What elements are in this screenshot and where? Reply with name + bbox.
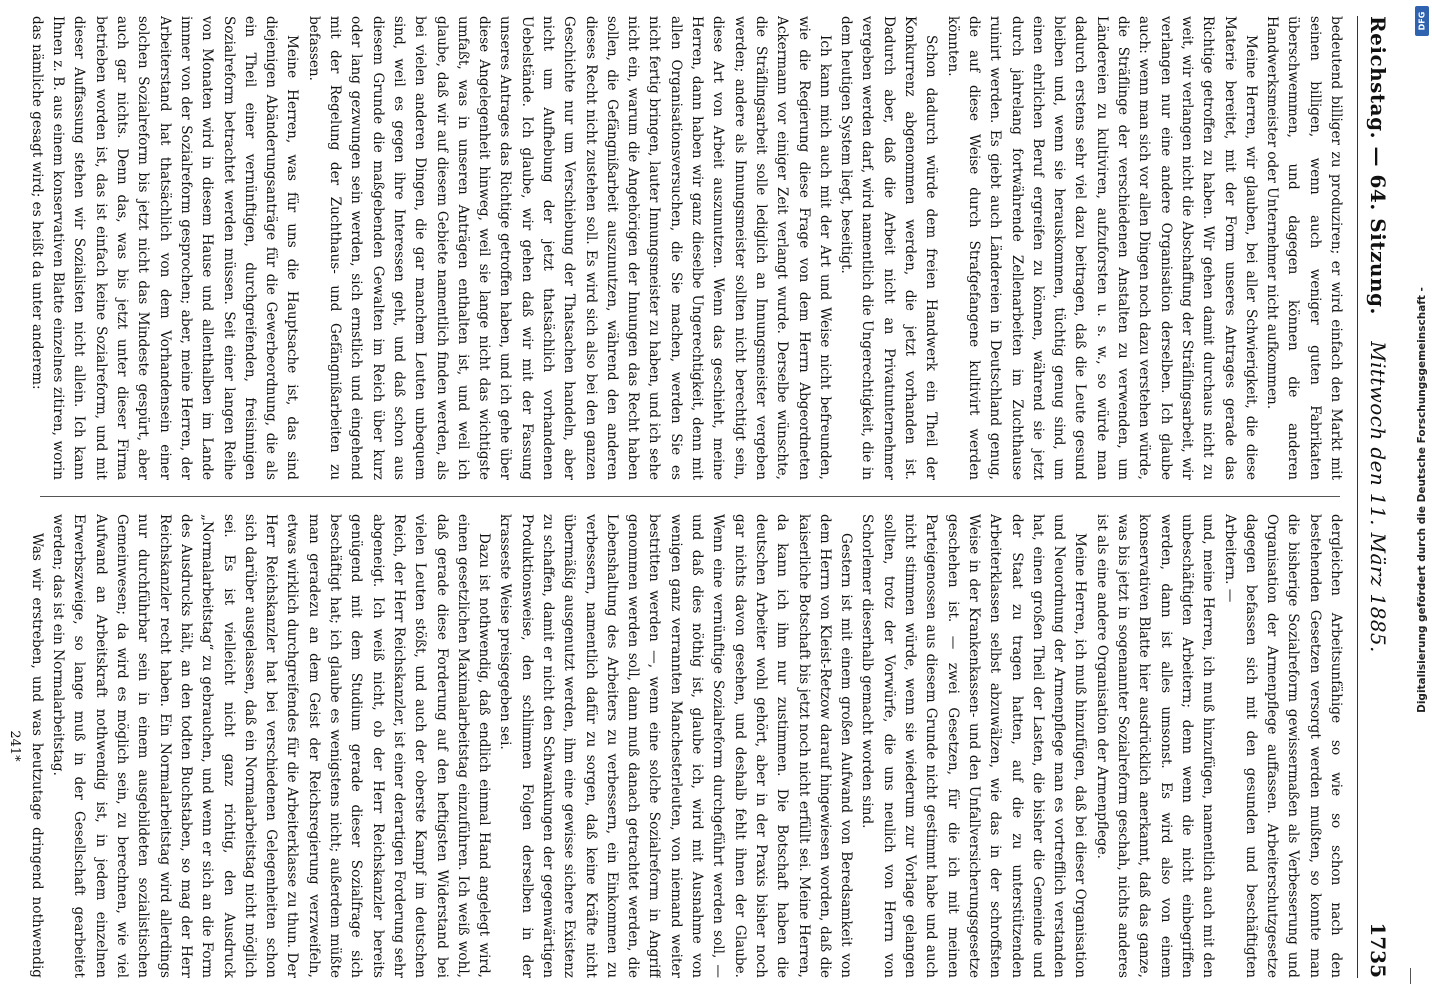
left-column: [26, 16, 1346, 480]
session-date: Mittwoch den 11. März 1885.: [1366, 341, 1390, 653]
column-divider: [40, 496, 1340, 497]
header-rule: [1357, 16, 1358, 978]
margin-credit: Digitalisierung gefördert durch die Deutsche Forschungsgemeinschaft -: [1416, 287, 1428, 713]
paragraph: Gestern ist mit einem großen Aufwand von Beredsamkeit von dem Herrn von Kleist-Retzow darauf hingewiesen worden, daß die kaiserliche Botschaft bis jetzt noch nicht erfüllt sei. Meine Herren, da kann ich ihm nur zustimmen. Die Botschaft haben die deutschen Arbeiter wohl gehört, aber in der Praxis bisher noch gar nichts davon gesehen, und deshalb fehlt ihnen der Glaube. Wenn eine vernünftige Sozialreform durchgeführt werden soll, — und daß dies nöthig ist, glaube ich, wird mit Ausnahme von wenigen ganz verrannten Manchesterleuten, von niemand weiter bestritten werden —, wenn eine solche Sozialreform in Angriff genommen werden soll, dann muß danach getrachtet werden, die Lebenshaltung des Arbeiters zu verbessern, ein Einkommen zu verbessern, namentlich dafür zu sorgen, daß keine Kräfte nicht übermäßig ausgenutzt werden, ihm eine gewisse sichere Existenz zu schaffen, damit er nicht den Schwankungen der gegenwärtigen Produktionsweise, den schlimmen Folgen derselben in der krasseste Weise preisgegeben sei.: [497, 514, 855, 978]
session-title: Reichstag. — 64. Sitzung.: [1366, 16, 1390, 315]
paragraph: Dazu ist nothwendig, daß endlich einmal Hand angelegt wird, einen gesetzlichen Maximalarbeitstag einzuführen. Ich weiß wohl, daß gerade diese Forderung auf den heftigsten Widerstand bei vielen Leuten stößt, und auch der oberste Kampf im deutschen Reich, der Herr Reichskanzler, ist einer derartigen Forderung sehr abgeneigt. Ich weiß nicht, ob der Herr Reichskanzler bereits genügend mit dem Studium gerade dieser Sozialfrage sich beschäftigt hat; ich glaube es wenigstens nicht; außerdem müßte man geradezu an dem Geist der Reichsregierung verzweifeln, etwas wirklich durchgreifendes für die Arbeiterklasse zu thun. Der Herr Reichskanzler hat bei verschiedenen Gelegenheiten schon sich darüber ausgelassen, daß ein Normalarbeitstag nicht möglich sei. Es ist vielleicht nicht ganz richtig, den Ausdruck „Normalarbeitstag“ zu gebrauchen, und wenn er sich an die Form des Ausdrucks hält, an den todten Buchstaben, so mag der Herr Reichskanzler recht haben. Ein Normalarbeitstag wird allerdings nur durchführbar sein in einem ausgebildeten sozialistischen Gemeinwesen; da wird es möglich sein, zu berechnen, wie viel Aufwand an Arbeitskraft nothwendig ist, in jedem einzelnen Erwerbszweige, so lange muß in der Gesellschaft gearbeitet werden; das ist ein Normalarbeitstag.: [50, 514, 493, 978]
margin-tick: [1410, 968, 1411, 984]
paragraph: Meine Herren, wir glauben, bei aller Schwierigkeit, die diese Materie bereitet, mit der Form unseres Antrages gerade das Richtige getroffen zu haben. Wir gehen damit durchaus nicht zu weit, wir verlangen nicht die Abschaffung der Sträflingsarbeit, wir verlangen nur eine andere Organisation derselben. Ich glaube auch: wenn man sich vor allen Dingen noch dazu verstehen würde, die Sträflinge der verschiedenen Anstalten zu verwenden, um Ländereien zu kultiviren, aufzuforsten u. s. w., so würde man dadurch erstens sehr viel dazu beitragen, daß die Leute gesund bleiben und, wenn sie herauskommen, tüchtig genug sind, um einen ehrlichen Beruf ergreifen zu können, während sie jetzt durch jahrelang fortwährende Zellenarbeiten im Zuchthause ruinirt werden. Es giebt auch Ländereien in Deutschland genug, die auf diese Weise durch Strafgefangene kultivirt werden könnten.: [944, 16, 1259, 480]
paragraph: bedeutend billiger zu produziren; er wird einfach den Markt mit seinen billigen, wenn auch weniger guten Fabrikaten überschwemmen, und dagegen können die anderen Handwerksmeister oder Unternehmer nicht aufkommen.: [1264, 16, 1344, 480]
paragraph: Ich kann mich auch mit der Art und Weise nicht befreunden, wie die Regierung diese Frage von dem Herrn Abgeordneten Ackermann vor einiger Zeit verlangt wurde. Derselbe wünschte, die Sträflingsarbeit solle lediglich an Innungsmeister vergeben werden; andere als Innungsmeister sollten nicht berechtigt sein, diese Art von Arbeit auszunutzen. Wenn das geschieht, meine Herren, dann haben wir ganz dieselbe Ungerechtigkeit, denn mit allen Organisationsversuchen, die Sie machen, werden Sie es nicht fertig bringen, lauter Innungsmeister zu haben, und ich sehe nicht ein, warum die Angehörigen der Innungen das Recht haben sollen, die Gefängnißarbeit auszunutzen, während den anderen dieses Recht nicht zustehen soll. Es wird sich also bei den ganzen Geschichte nur um Verschiebung der Thatsachen handeln, aber nicht um Aufhebung der jetzt thatsächlich vorhandenen Uebelstände. Ich glaube, wir gehen daß wir mit der Fassung unseres Antrages das Richtige getroffen haben, und ich gehe über diese Angelegenheit hinweg, weil sie lange nicht das wichtigste umfaßt, was in unseren Anträgen enthalten ist, und weil ich glaube, daß wir auf diesem Gebiete namentlich finden werden, als bei vielen anderen Dingen, die gar manchem Leuten unbequem sind, weil es gegen ihre Interessen geht, und daß schon aus diesem Grunde die maßgebenden Gewalten im Reich über kurz oder lang gezwungen sein werden, sich ernstlich und eingehend mit der Regelung der Zuchthaus- und Gefängnißarbeiten zu befassen.: [305, 16, 833, 480]
page-number: 1735: [1366, 922, 1390, 978]
signature-mark: 241*: [7, 730, 22, 762]
paragraph: Schon dadurch würde dem freien Handwerk ein Theil der Konkurrenz abgenommen werden, die jetzt vorhanden ist. Dadurch aber, daß die Arbeit nicht an Privatunternehmer vergeben werden darf, wird namentlich die Ungerechtigkeit, die in dem heutigen System liegt, beseitigt.: [838, 16, 940, 480]
right-column: [26, 514, 1346, 978]
paragraph: Meine Herren, was für uns die Hauptsache ist, das sind diejenigen Abänderungsanträge für die Gewerbeordnung, die als ein Theil einer vernünftigen, durchgreifenden, freisinnigen Sozialreform betrachtet werden müssen. Seit einer langen Reihe von Monaten wird in diesem Hause und allenthalben im Lande immer von der Sozialreform gesprochen; aber, meine Herren, der Arbeiterstand hat thatsächlich von dem Vorhandensein einer solchen Sozialreform bis jetzt nicht das Mindeste gespürt, aber auch gar nichts. Denn das, was bis jetzt unter dieser Firma betrieben worden ist, das ist einfach keine Sozialreform, und mit dieser Auffassung stehen wir Sozialisten nicht allein. Ich kann Ihnen z. B. aus einem konservativen Blatte einzelnes zitiren, worin das nämliche gesagt wird; es heißt da unter anderem:: [28, 16, 301, 480]
page-header: [1356, 16, 1396, 978]
dfg-logo-text: DFG: [1417, 11, 1427, 31]
margin-credit-area: [1412, 0, 1432, 1000]
paragraph: Meine Herren, ich muß hinzufügen, daß bei dieser Organisation und Neuordnung der Armenpflege man es vortrefflich verstanden hat, einen großen Theil der Lasten, die bisher die Gemeinde und der Staat zu tragen hatten, auf die zu unterstützenden Arbeiterklassen selbst abzuwälzen, wie das in der schroffsten Weise in der Krankenkassen- und den Unfallversicherungsgesetze geschehen ist. — zwei Gesetzen, für die ich mit meinen Parteigenossen aus diesem Grunde nicht gestimmt habe und auch nicht stimmen würde, wenn sie wiederum zur Vorlage gelangen sollten, trotz der Vorwürfe, die uns neulich von Herrn von Schorlemer dieserhalb gemacht worden sind.: [859, 514, 1089, 978]
paragraph: Was wir erstreben, und was heutzutage dringend nothwendig: [28, 533, 45, 978]
paragraph: dergleichen Arbeitsunfähige so wie so schon nach den bestehenden Gesetzen versorgt werden mußten, so konnte man die bisherige Sozialreform gewissermaßen als Verbesserung und Organisation der Armenpflege auffassen. Arbeiterschutzgesetze dagegen befassen sich mit den gesunden und beschäftigten Arbeitern. —: [1221, 514, 1344, 978]
paragraph: und, meine Herren, ich muß hinzufügen, namentlich auch mit den unbeschäftigten Arbeitern; denn wenn die nicht einbegriffen werden, dann ist alles umsonst. Es wird also von einem konservativen Blatte hier ausdrücklich anerkannt, daß das ganze, was bis jetzt in sogenannter Sozialreform geschah, nichts anderes ist als eine andere Organisation der Armenpflege.: [1093, 514, 1217, 978]
